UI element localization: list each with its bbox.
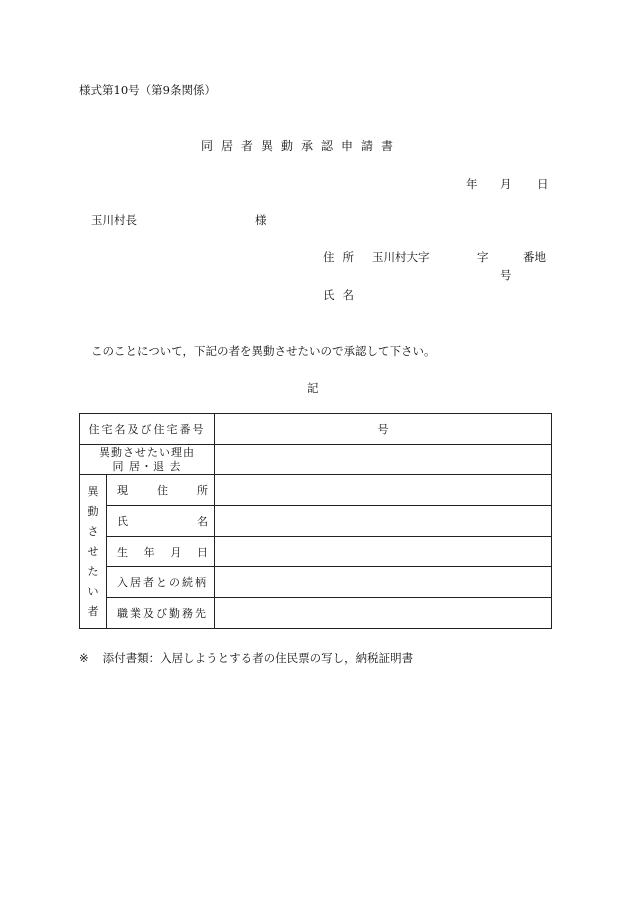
note-text: 添付書類：入居しようとする者の住民票の写し，納税証明書: [102, 651, 414, 665]
label-char: 生: [117, 545, 128, 559]
current-address-label: [107, 475, 215, 506]
addressee-honorific: 様: [255, 213, 267, 227]
relationship-label: 入居者との続柄: [107, 567, 215, 598]
birth-date-value-cell[interactable]: [215, 536, 552, 567]
reason-line-2: 同 居・退 去: [112, 459, 182, 473]
label-char: 住: [157, 484, 168, 498]
occupation-value-cell[interactable]: [215, 598, 552, 629]
group-char: 者: [87, 604, 99, 618]
table-row: [80, 444, 552, 475]
applicant-name-label: 氏名: [323, 288, 362, 302]
table-row: [80, 567, 552, 598]
table-row: [80, 506, 552, 537]
group-char: 異: [87, 484, 99, 498]
table-row: [80, 475, 552, 506]
housing-label: 住宅名及び住宅番号: [80, 414, 215, 445]
table-row: [80, 536, 552, 567]
request-text: このことについて，下記の者を異動させたいので承認して下さい。: [91, 344, 436, 358]
group-char: い: [87, 584, 99, 598]
applicant-address-banchi: 番地: [523, 250, 546, 264]
reason-line-1: 異動させたい理由: [99, 445, 195, 459]
birth-date-label: [107, 536, 215, 567]
occupation-label: 職業及び勤務先: [107, 598, 215, 629]
group-char: た: [87, 564, 99, 578]
label-char: 氏: [117, 514, 128, 528]
relationship-value-cell[interactable]: [215, 567, 552, 598]
addressee-name: 玉川村長: [91, 213, 137, 227]
applicant-address-village: 玉川村大字: [372, 250, 430, 264]
group-char: 動: [87, 504, 99, 518]
applicant-address-label: 住所: [323, 250, 362, 264]
attachment-note: [79, 650, 413, 666]
name-label: [107, 506, 215, 537]
record-table: [79, 413, 552, 629]
reason-label: [80, 444, 215, 475]
current-address-value-cell[interactable]: [215, 475, 552, 506]
name-value-cell[interactable]: [215, 506, 552, 537]
applicant-address-aza: 字: [477, 250, 489, 264]
label-char: 名: [197, 514, 208, 528]
document-title: 同居者異動承認申請書: [201, 139, 402, 153]
group-char: さ: [87, 524, 99, 538]
note-mark: ※: [79, 651, 89, 665]
label-char: 所: [197, 484, 208, 498]
date-year-label: 年: [466, 177, 478, 191]
ki-heading: 記: [307, 381, 319, 395]
label-char: 月: [170, 545, 182, 559]
group-char: せ: [87, 544, 99, 558]
table-row: [80, 598, 552, 629]
housing-go-label: 号: [377, 422, 389, 436]
label-char: 年: [143, 545, 155, 559]
date-day-label: 日: [537, 177, 549, 191]
applicant-address-go: 号: [500, 268, 512, 282]
date-month-label: 月: [500, 177, 512, 191]
reason-value-cell[interactable]: [215, 444, 552, 475]
label-char: 現: [117, 484, 128, 498]
table-row: [80, 414, 552, 445]
form-number: 様式第10号（第9条関係）: [79, 83, 216, 97]
label-char: 日: [196, 545, 208, 559]
moving-person-group-label: [80, 475, 107, 628]
housing-value-cell[interactable]: [215, 414, 552, 445]
